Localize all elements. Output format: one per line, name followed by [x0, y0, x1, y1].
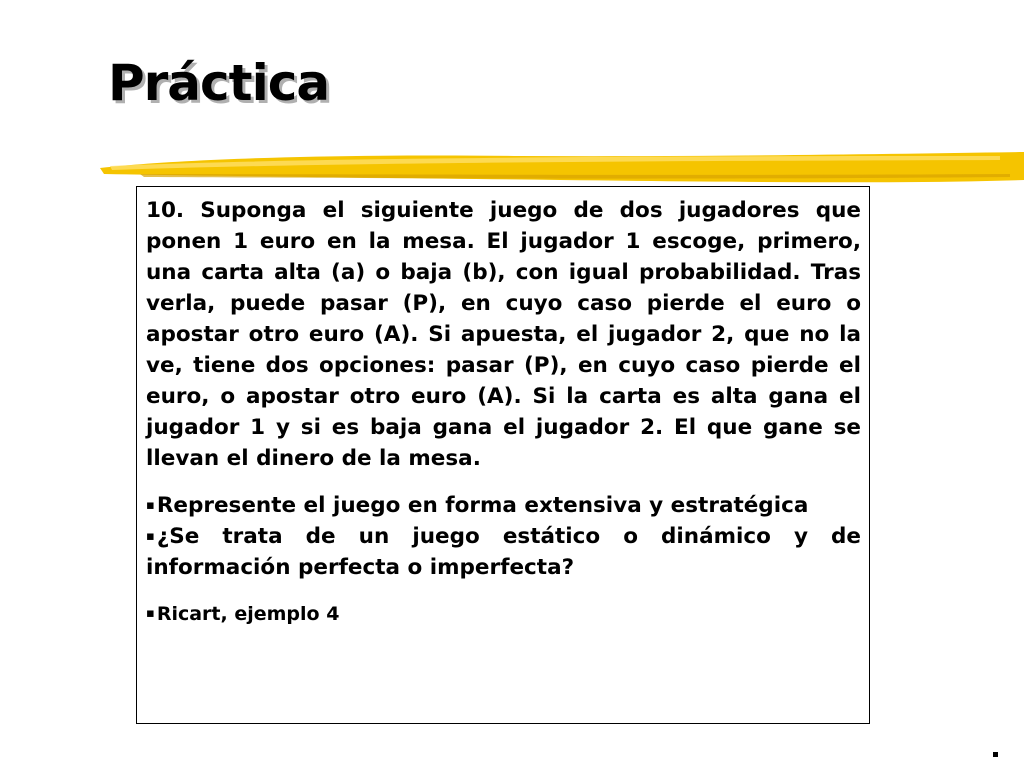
slide-corner-dot	[993, 752, 998, 757]
question-item	[146, 490, 861, 521]
reference-item	[146, 599, 861, 629]
exercise-box	[136, 186, 870, 724]
reference-text: Ricart, ejemplo 4	[156, 603, 340, 625]
question-text: ¿Se trata de un juego estático o dinámico y de información perfecta o imperfecta?	[146, 524, 861, 580]
question-list	[146, 490, 861, 583]
yellow-brush-stroke-divider	[100, 144, 1024, 188]
small-square-bullet-icon: ▪	[146, 529, 155, 544]
question-text: Represente el juego en forma extensiva y estratégica	[156, 493, 809, 518]
small-square-bullet-icon: ▪	[146, 498, 155, 513]
problem-statement: 10. Suponga el siguiente juego de dos jugadores que ponen 1 euro en la mesa. El jugador 1 escoge, primero, una carta alta (a) o baja (b), con igual probabilidad. Tras verla, puede pasar (P), en cuyo caso pierde el euro o apostar otro euro (A). Si apuesta, el jugador 2, que no la ve, tiene dos opciones: pasar (P), en cuyo caso pierde el euro, o apostar otro euro (A). Si la carta es alta gana el jugador 1 y si es baja gana el jugador 2. El que gane se llevan el dinero de la mesa.	[146, 198, 861, 471]
small-square-bullet-icon: ▪	[146, 606, 155, 621]
question-item	[146, 521, 861, 583]
slide-title: Práctica	[108, 54, 330, 112]
